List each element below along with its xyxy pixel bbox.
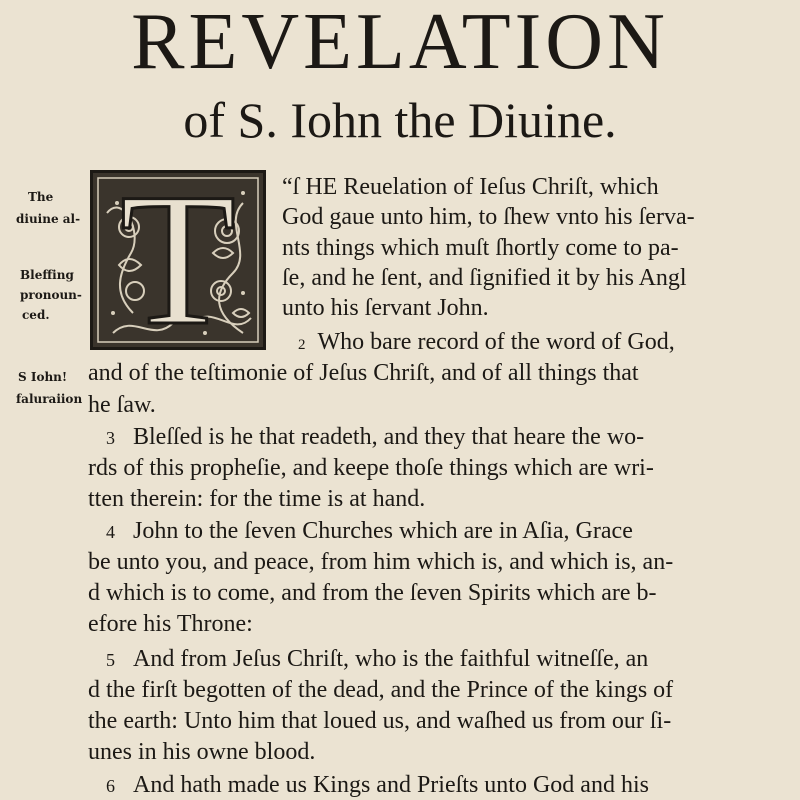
- verse-number: 3: [106, 428, 115, 448]
- verse-3-line: [106, 422, 644, 453]
- ornamental-dropcap: [90, 170, 266, 350]
- dropcap-letter: T: [119, 173, 237, 347]
- margin-note-line: The: [28, 190, 54, 204]
- verse-number: 4: [106, 522, 115, 542]
- verse-4-line: [106, 516, 633, 547]
- verse-number: 6: [106, 776, 115, 796]
- verse-2-line: [298, 327, 675, 360]
- verse-5-line: [106, 644, 648, 675]
- verse-1-line: nts things which muſt ſhortly come to pa-: [282, 235, 679, 261]
- verse-6-line: [106, 770, 649, 800]
- book-title: REVELATION: [131, 0, 669, 86]
- book-subtitle: of S. Iohn the Diuine.: [183, 92, 617, 148]
- verse-4-line: efore his Throne:: [88, 611, 253, 637]
- margin-note-line: S Iohn!: [18, 370, 68, 384]
- verse-4-line: d which is to come, and from the ſeven Spirits which are b-: [88, 580, 657, 606]
- verse-text: Who bare record of the word of God,: [317, 329, 675, 355]
- verse-5-line: d the firſt begotten of the dead, and the Prince of the kings of: [88, 677, 674, 703]
- verse-3-line: rds of this propheſie, and keepe thoſe things which are wri-: [88, 455, 654, 481]
- verse-1-line: unto his ſervant John.: [282, 295, 489, 321]
- verse-text: And hath made us Kings and Prieſts unto God and his: [133, 772, 649, 798]
- verse-1-line: “ſ HE Reuelation of Ieſus Chriſt, which: [282, 174, 659, 200]
- verse-number: 2: [298, 337, 306, 353]
- verse-number: 5: [106, 650, 115, 670]
- verse-4-line: be unto you, and peace, from him which is, and which is, an-: [88, 549, 674, 575]
- verse-2-line: and of the teſtimonie of Jeſus Chriſt, and of all things that: [88, 360, 639, 386]
- verse-3-line: tten therein: for the time is at hand.: [88, 486, 426, 512]
- margin-note-line: faluraiion: [16, 392, 83, 406]
- verse-2-line: he ſaw.: [88, 392, 156, 418]
- verse-text: Bleſſed is he that readeth, and they that heare the wo-: [133, 424, 645, 450]
- floral-ornament-icon: [93, 173, 263, 347]
- margin-note-line: pronoun-: [20, 288, 82, 302]
- verse-text: And from Jeſus Chriſt, who is the faithful witneſſe, an: [133, 646, 649, 672]
- verse-1-line: ſe, and he ſent, and ſignified it by his Angl: [282, 265, 687, 291]
- margin-note-line: ced.: [22, 308, 50, 322]
- verse-1-line: God gaue unto him, to ſhew vnto his ſerva-: [282, 204, 695, 230]
- verse-5-line: the earth: Unto him that loued us, and waſhed us from our ſi-: [88, 708, 672, 734]
- margin-note-line: diuine al-: [16, 212, 81, 226]
- verse-text: John to the ſeven Churches which are in Aſia, Grace: [133, 518, 633, 544]
- margin-note-line: Bleffing: [20, 268, 74, 282]
- verse-5-line: unes in his owne blood.: [88, 739, 316, 765]
